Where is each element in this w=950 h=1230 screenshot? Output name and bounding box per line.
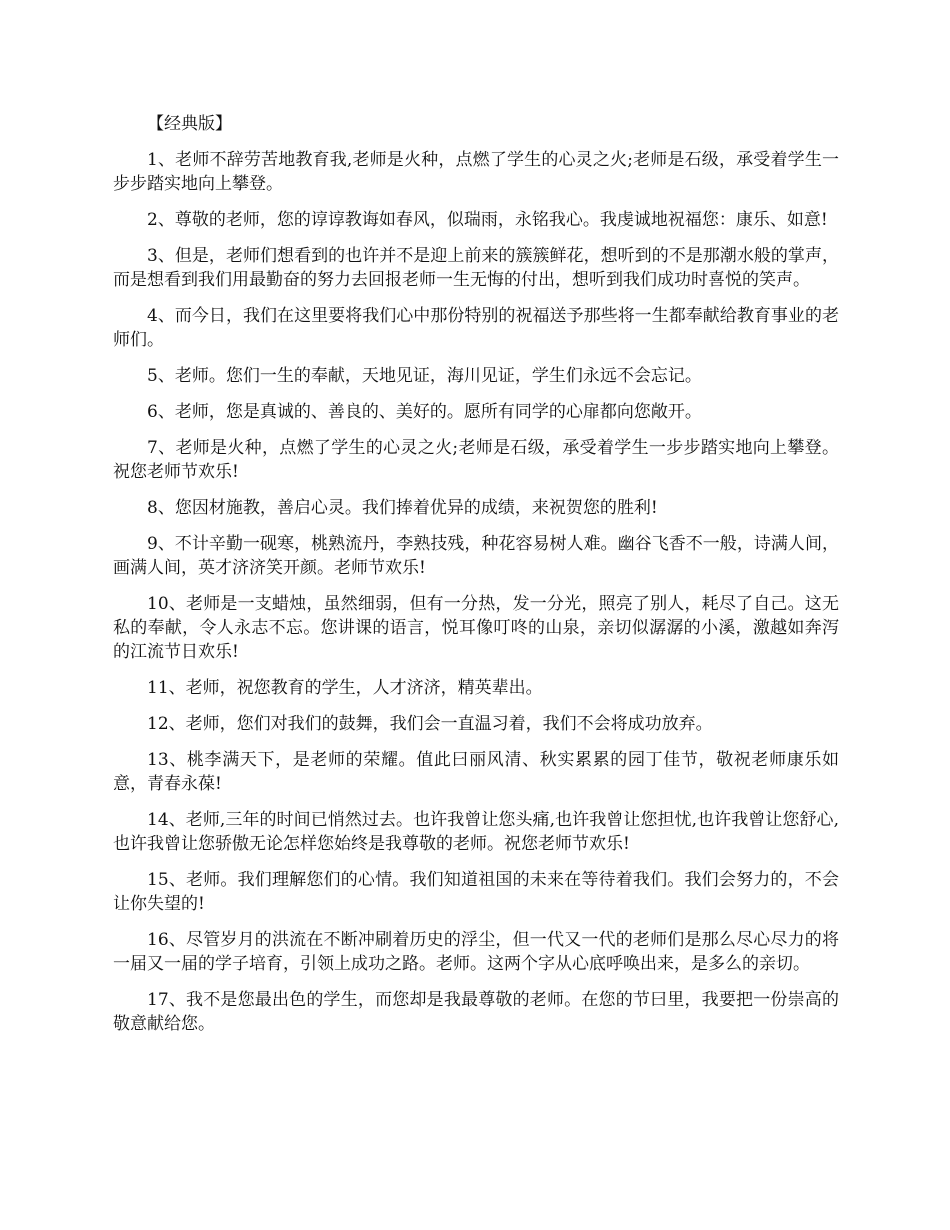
document-page	[113, 112, 839, 1048]
paragraph-7: 7、老师是火种，点燃了学生的心灵之火;老师是石级，承受着学生一步步踏实地向上攀登。祝您老师节欢乐!	[113, 438, 839, 482]
paragraph-4: 4、而今日，我们在这里要将我们心中那份特别的祝福送予那些将一生都奉献给教育事业的老师们。	[113, 306, 839, 350]
paragraph-14: 14、老师,三年的时间已悄然过去。也许我曾让您头痛,也许我曾让您担忧,也许我曾让您舒心,也许我曾让您骄傲无论怎样您始终是我尊敬的老师。祝您老师节欢乐!	[113, 810, 839, 854]
paragraph-16: 16、尽管岁月的洪流在不断冲刷着历史的浮尘，但一代又一代的老师们是那么尽心尽力的将一届又一届的学子培育，引领上成功之路。老师。这两个字从心底呼唤出来，是多么的亲切。	[113, 930, 839, 974]
document-heading: 【经典版】	[147, 114, 232, 134]
paragraph-10: 10、老师是一支蜡烛，虽然细弱，但有一分热，发一分光，照亮了别人，耗尽了自己。这无私的奉献，令人永志不忘。您讲课的语言，悦耳像叮咚的山泉，亲切似潺潺的小溪，激越如奔泻的江流节日欢乐!	[113, 594, 839, 662]
paragraph-13: 13、桃李满天下，是老师的荣耀。值此曰丽风清、秋实累累的园丁佳节，敬祝老师康乐如意，青春永葆!	[113, 750, 839, 794]
paragraph-3: 3、但是，老师们想看到的也许并不是迎上前来的簇簇鲜花，想听到的不是那潮水般的掌声，而是想看到我们用最勤奋的努力去回报老师一生无悔的付出，想听到我们成功时喜悦的笑声。	[113, 246, 839, 290]
paragraph-15: 15、老师。我们理解您们的心情。我们知道祖国的未来在等待着我们。我们会努力的，不会让你失望的!	[113, 870, 839, 914]
paragraph-9: 9、不计辛勤一砚寒，桃熟流丹，李熟技残，种花容易树人难。幽谷飞香不一般，诗满人间，画满人间，英才济济笑开颜。老师节欢乐!	[113, 534, 839, 578]
paragraph-2: 2、尊敬的老师，您的谆谆教诲如春风，似瑞雨，永铭我心。我虔诚地祝福您：康乐、如意!	[147, 210, 828, 230]
paragraph-11: 11、老师，祝您教育的学生，人才济济，精英辈出。	[147, 678, 543, 698]
paragraph-5: 5、老师。您们一生的奉献，天地见证，海川见证，学生们永远不会忘记。	[147, 366, 702, 386]
paragraph-12: 12、老师，您们对我们的鼓舞，我们会一直温习着，我们不会将成功放弃。	[147, 714, 713, 734]
paragraph-8: 8、您因材施教，善启心灵。我们捧着优异的成绩，来祝贺您的胜利!	[147, 498, 658, 518]
paragraph-17: 17、我不是您最出色的学生，而您却是我最尊敬的老师。在您的节曰里，我要把一份崇高的敬意献给您。	[113, 990, 839, 1034]
paragraph-1: 1、老师不辞劳苦地教育我,老师是火种，点燃了学生的心灵之火;老师是石级，承受着学生一步步踏实地向上攀登。	[113, 150, 839, 194]
paragraph-6: 6、老师，您是真诚的、善良的、美好的。愿所有同学的心扉都向您敞开。	[147, 402, 702, 422]
